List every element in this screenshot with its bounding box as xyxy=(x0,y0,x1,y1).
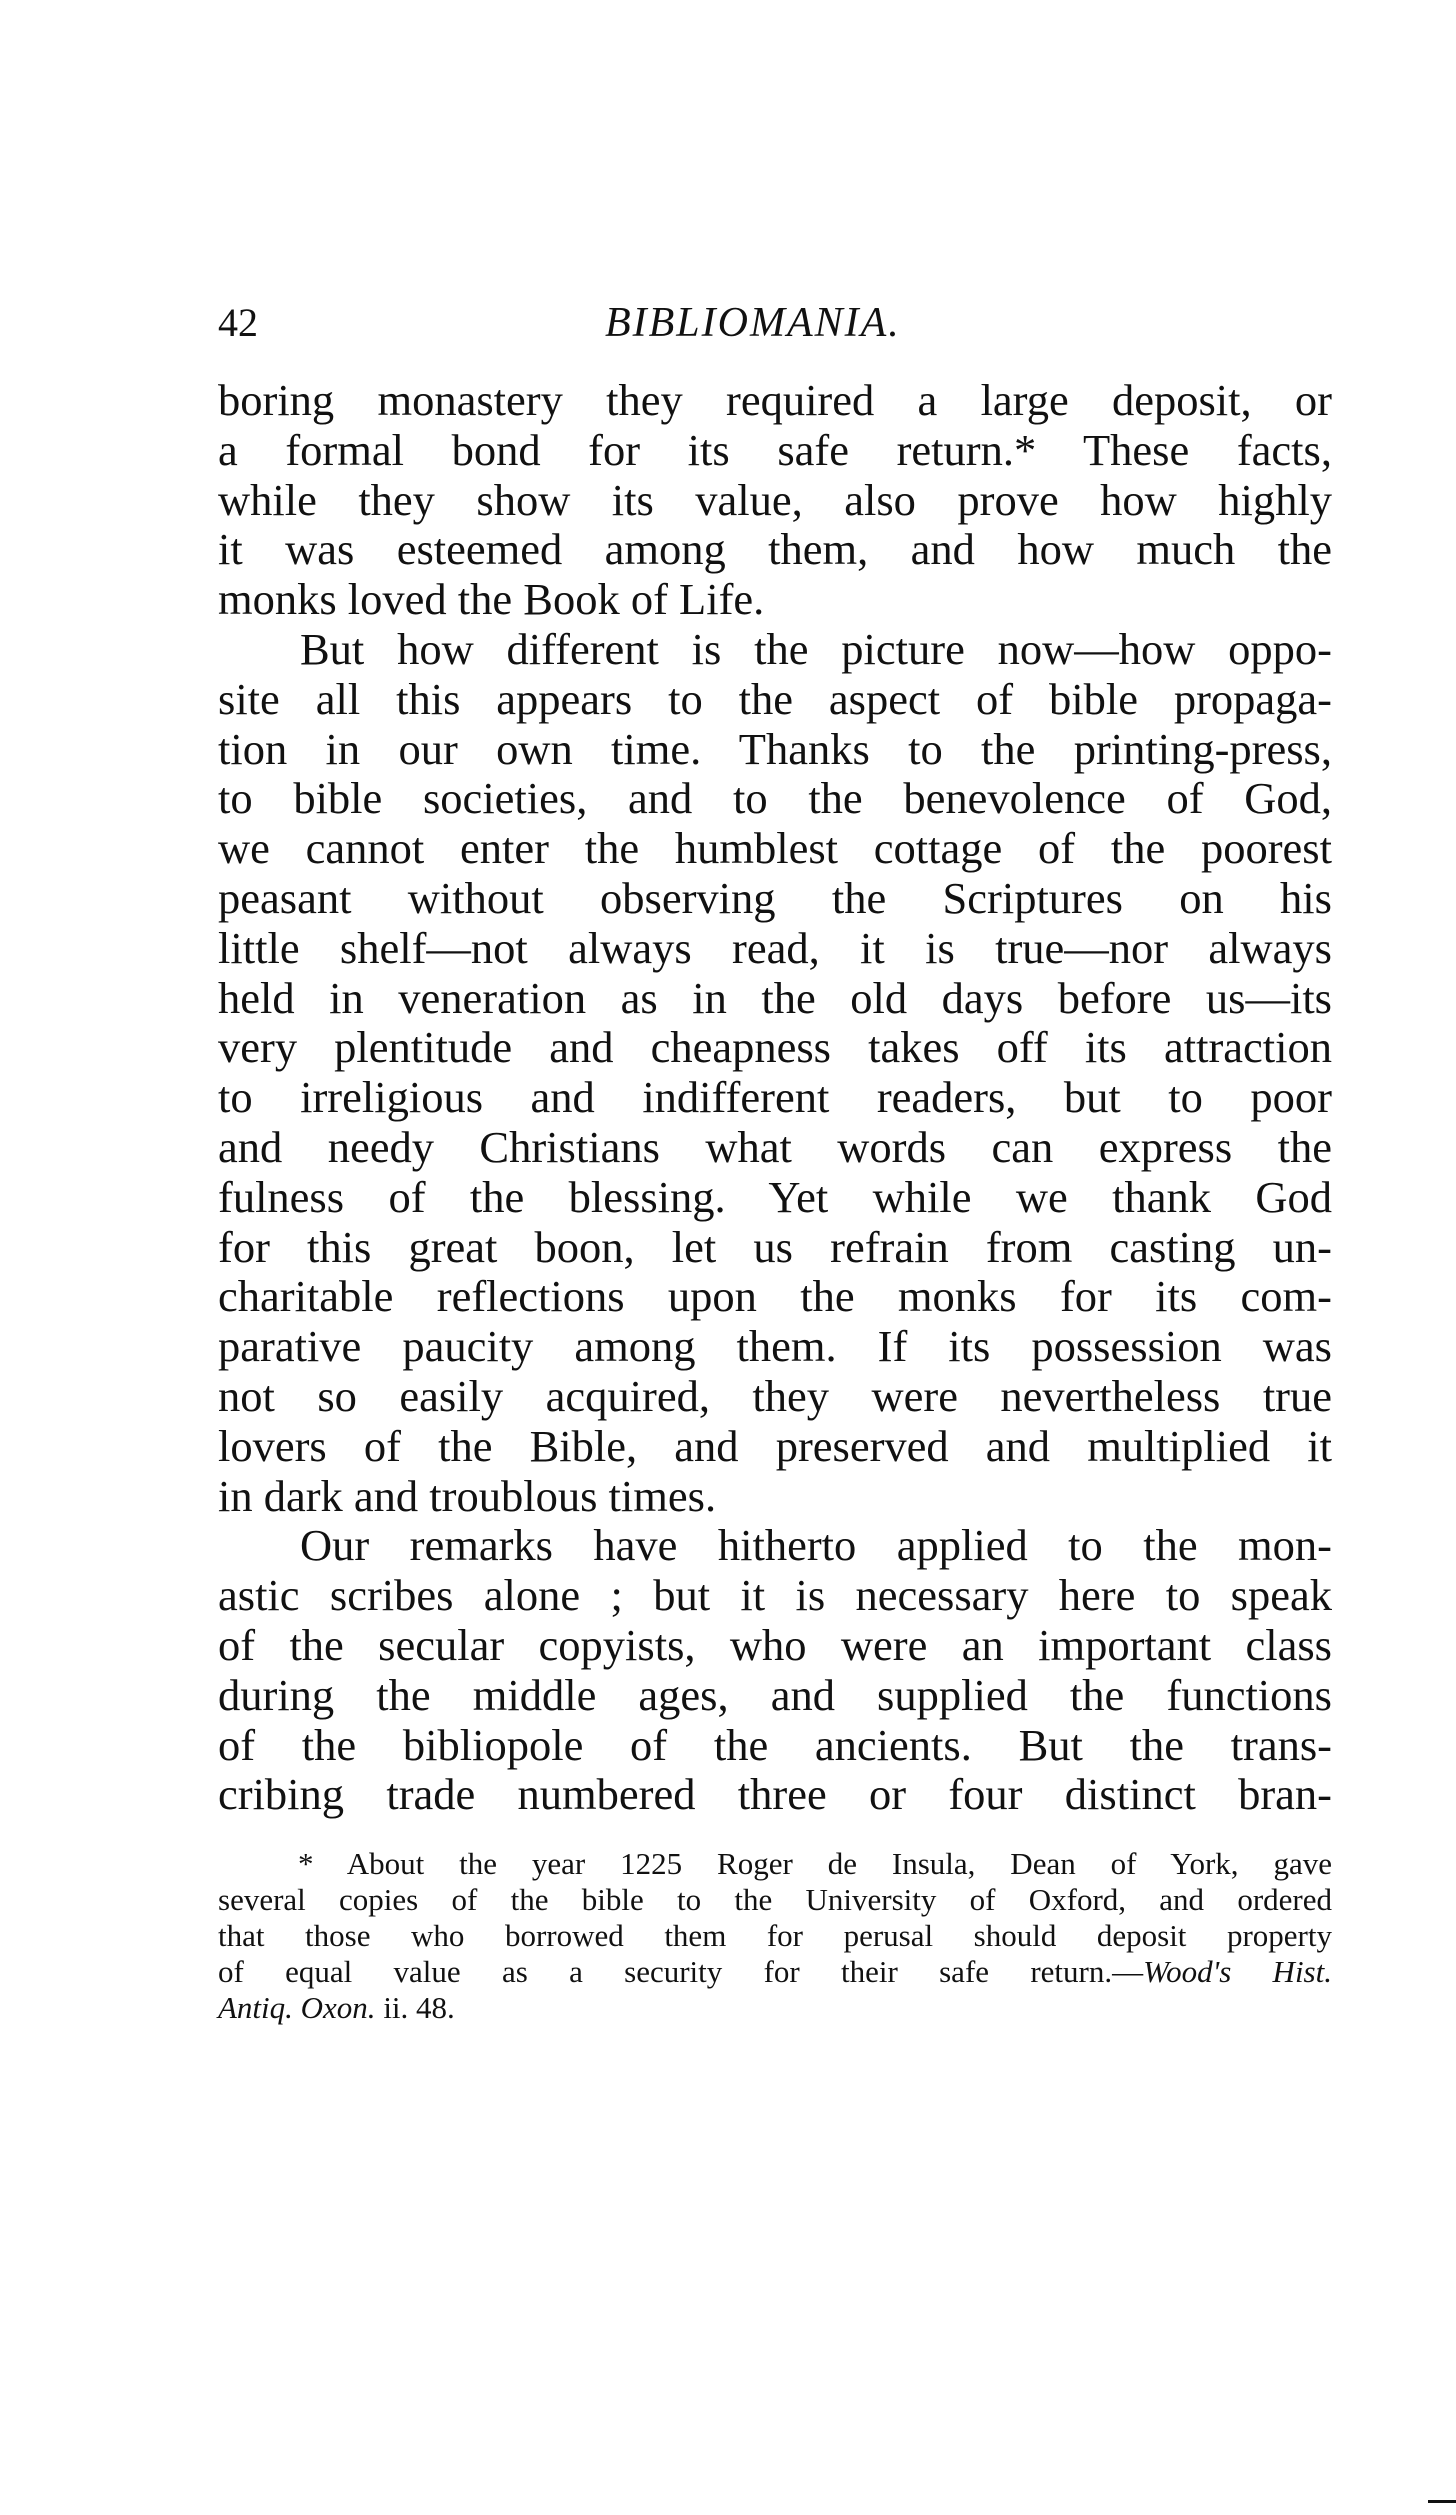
citation-title: Antiq. Oxon. xyxy=(218,1990,376,2025)
text-line: little shelf—not always read, it is true—nor always xyxy=(218,922,1332,973)
text-line: parative paucity among them. If its possession was xyxy=(218,1321,1332,1372)
text-line: not so easily acquired, they were nevertheless true xyxy=(218,1370,1332,1421)
text-line: it was esteemed among them, and how much the xyxy=(218,524,1332,575)
text-line: held in veneration as in the old days before us—its xyxy=(218,972,1332,1023)
text-line: of the bibliopole of the ancients. But the trans- xyxy=(218,1719,1332,1770)
footnote-text: of equal value as a security for their safe return.— xyxy=(218,1954,1144,1989)
text-line: charitable reflections upon the monks for its com- xyxy=(218,1271,1332,1322)
body-text xyxy=(218,376,1332,1820)
footnote-line xyxy=(218,1954,1332,1990)
text-line: for this great boon, let us refrain from casting un- xyxy=(218,1221,1332,1272)
text-line: peasant without observing the Scriptures on his xyxy=(218,872,1332,923)
paragraph-start-line: But how different is the picture now—how oppo- xyxy=(300,623,1332,674)
scan-artifact xyxy=(1428,2500,1456,2503)
page-number: 42 xyxy=(218,300,258,345)
footnote-line: that those who borrowed them for perusal should deposit property xyxy=(218,1918,1332,1953)
text-line: a formal bond for its safe return.* These facts, xyxy=(218,424,1332,475)
text-line: site all this appears to the aspect of bible propaga- xyxy=(218,673,1332,724)
text-line: and needy Christians what words can express the xyxy=(218,1121,1332,1172)
running-title: BIBLIOMANIA. xyxy=(605,300,901,346)
footnote xyxy=(218,1846,1332,2026)
text-line: in dark and troublous times. xyxy=(218,1470,717,1521)
footnote-line: several copies of the bible to the University of Oxford, and ordered xyxy=(218,1882,1332,1917)
text-line: cribing trade numbered three or four distinct bran- xyxy=(218,1769,1332,1820)
text-line: tion in our own time. Thanks to the printing-press, xyxy=(218,723,1332,774)
text-line: to bible societies, and to the benevolence of God, xyxy=(218,773,1332,824)
text-line: fulness of the blessing. Yet while we thank God xyxy=(218,1171,1332,1222)
text-line: astic scribes alone ; but it is necessary here to speak xyxy=(218,1570,1332,1621)
text-line: lovers of the Bible, and preserved and multiplied it xyxy=(218,1420,1332,1471)
text-line: we cannot enter the humblest cottage of the poorest xyxy=(218,823,1332,874)
text-line: to irreligious and indifferent readers, but to poor xyxy=(218,1072,1332,1123)
citation-title: Wood's Hist. xyxy=(1143,1954,1332,1989)
text-line: boring monastery they required a large deposit, or xyxy=(218,375,1332,425)
footnote-text: ii. 48. xyxy=(375,1990,455,2025)
footnote-line: * About the year 1225 Roger de Insula, Dean of York, gave xyxy=(298,1846,1332,1881)
running-head xyxy=(218,298,1330,348)
text-line: very plentitude and cheapness takes off its attraction xyxy=(218,1022,1332,1073)
text-line: while they show its value, also prove how highly xyxy=(218,474,1332,525)
paragraph-start-line: Our remarks have hitherto applied to the mon- xyxy=(300,1520,1332,1571)
text-line: during the middle ages, and supplied the functions xyxy=(218,1669,1332,1720)
text-line: of the secular copyists, who were an important class xyxy=(218,1619,1332,1670)
footnote-line xyxy=(218,1990,1332,2026)
text-line: monks loved the Book of Life. xyxy=(218,574,765,625)
